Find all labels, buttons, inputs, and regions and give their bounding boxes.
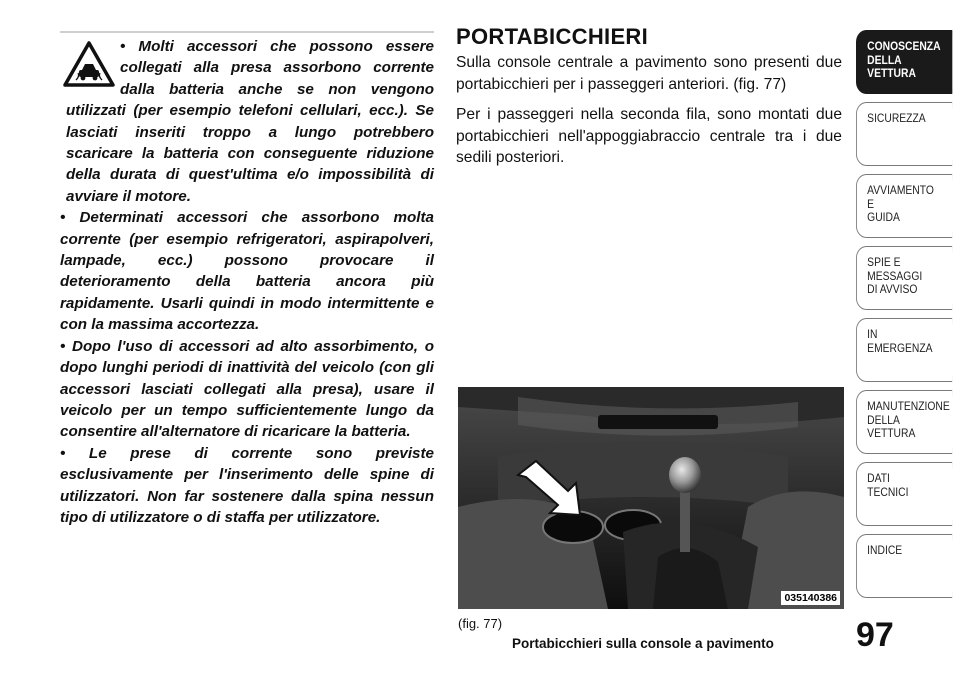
tab-label: SPIE E MESSAGGI DI AVVISO — [867, 255, 923, 296]
tab-dati-tecnici[interactable] — [856, 462, 952, 526]
warning-text-block — [60, 36, 434, 528]
figure-caption: Portabicchieri sulla console a pavimento — [512, 636, 774, 651]
chapter-tabs — [856, 30, 960, 606]
figure-label: (fig. 77) — [458, 616, 503, 631]
tab-label: MANUTENZIONE DELLA VETTURA — [867, 399, 950, 440]
tab-indice[interactable] — [856, 534, 952, 598]
cupholder-photo — [458, 387, 844, 609]
section-paragraph: Per i passeggeri nella seconda fila, sono montati due portabicchieri nell'appoggiabraccio centrale tra i due sedili posteriori. — [456, 106, 842, 166]
warning-paragraph: • Dopo l'uso di accessori ad alto assorbimento, o dopo lunghi periodi di inattività del veicolo (con gli accessori lasciati collegati alla presa), usare il veicolo per un tempo sufficientemente lungo da consentire all'alternatore di ricaricare la batteria. — [60, 337, 434, 441]
warning-paragraph: • Determinati accessori che assorbono molta corrente (per esempio refrigeratori, aspirapolveri, lampade, ecc.) possono provocare il deterioramento della batteria ancora più rapidamente. Usarli quindi in modo intermittente e con la massima accortezza. — [60, 209, 434, 334]
figure-code: 035140386 — [781, 591, 840, 605]
section-heading: PORTABICCHIERI — [456, 24, 649, 49]
tab-label: SICUREZZA — [867, 111, 926, 125]
tab-spie-e-messaggi[interactable] — [856, 246, 952, 310]
tab-label: CONOSCENZA DELLA VETTURA — [867, 39, 941, 80]
tab-manutenzione-della-vettura[interactable] — [856, 390, 952, 454]
tab-label: IN EMERGENZA — [867, 327, 933, 355]
section-paragraph: Sulla console centrale a pavimento sono presenti due portabicchieri per i passeggeri anteriori. (fig. 77) — [456, 54, 842, 93]
tab-conoscenza-della-vettura[interactable] — [856, 30, 952, 94]
warning-paragraph: • Le prese di corrente sono previste esclusivamente per l'inserimento delle spine di utilizzatori. Non far sostenere dalla spina nessun tipo di utilizzatore o di staffa per utilizzatore. — [60, 444, 434, 526]
page-number: 97 — [856, 616, 894, 654]
tab-label: AVVIAMENTO E GUIDA — [867, 183, 934, 224]
top-rule — [60, 31, 434, 33]
tab-label: INDICE — [867, 543, 903, 557]
tab-sicurezza[interactable] — [856, 102, 952, 166]
tab-label: DATI TECNICI — [867, 471, 909, 499]
warning-paragraph: • Molti accessori che possono essere collegati alla presa assorbono corrente dalla batteria anche se non vengono utilizzati (per esempio telefoni cellulari, ecc.). Se lasciati inseriti troppo a lungo potrebbero scaricare la batteria con conseguente riduzione della durata di quest'ultima e/o impossibilità di avviare il motore. — [66, 38, 434, 205]
section-portabicchieri — [456, 24, 842, 178]
tab-avviamento-e-guida[interactable] — [856, 174, 952, 238]
tab-in-emergenza[interactable] — [856, 318, 952, 382]
